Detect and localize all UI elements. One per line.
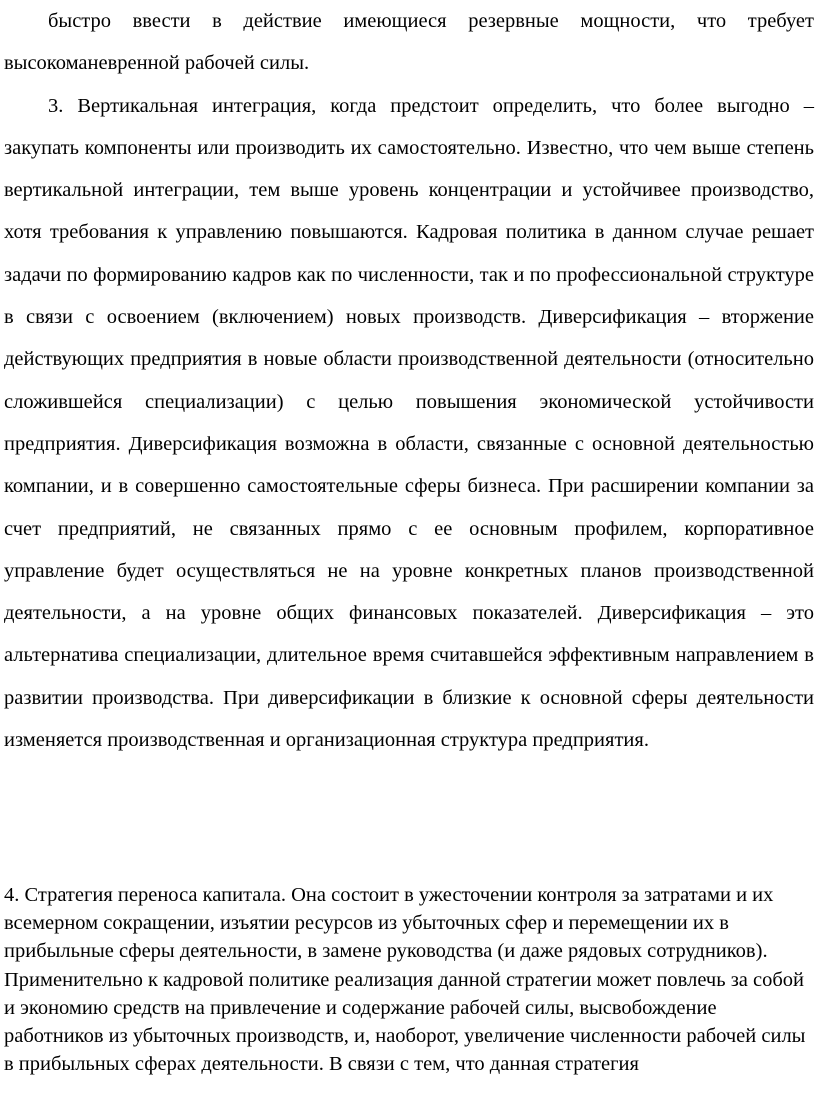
main-text-block	[4, 0, 814, 761]
secondary-text-block	[4, 881, 814, 1078]
paragraph-vertical-integration: 3. Вертикальная интеграция, когда предстоит определить, что более выгодно – закупать компоненты или производить их самостоятельно. Известно, что чем выше степень вертикальной интеграции, тем выше уровень концентрации и устойчивее производство, хотя требования к управлению повышаются. Кадровая политика в данном случае решает задачи по формированию кадров как по численности, так и по профессиональной структуре в связи с освоением (включением) новых производств. Диверсификация – вторжение действующих предприятия в новые области производственной деятельности (относительно сложившейся специализации) с целью повышения экономической устойчивости предприятия. Диверсификация возможна в области, связанные с основной деятельностью компании, и в совершенно самостоятельные сферы бизнеса. При расширении компании за счет предприятий, не связанных прямо с ее основным профилем, корпоративное управление будет осуществляться не на уровне конкретных планов производственной деятельности, а на уровне общих финансовых показателей. Диверсификация – это альтернатива специализации, длительное время считавшейся эффективным направлением в развитии производства. При диверсификации в близкие к основной сферы деятельности изменяется производственная и организационная структура предприятия.	[4, 94, 814, 752]
paragraph-capital-transfer: 4. Стратегия переноса капитала. Она состоит в ужесточении контроля за затратами и их всемерном сокращении, изъятии ресурсов из убыточных сфер и перемещении их в прибыльные сферы деятельности, в замене руководства (и даже рядовых сотрудников). Применительно к кадровой политике реализация данной стратегии может повлечь за собой и экономию средств на привлечение и содержание рабочей силы, высвобождение работников из убыточных производств, и, наоборот, увеличение численности рабочей силы в прибыльных сферах деятельности. В связи с тем, что данная стратегия	[4, 884, 806, 1076]
paragraph-continuation: быстро ввести в действие имеющиеся резервные мощности, что требует высокоманевренной рабочей силы.	[4, 10, 814, 75]
